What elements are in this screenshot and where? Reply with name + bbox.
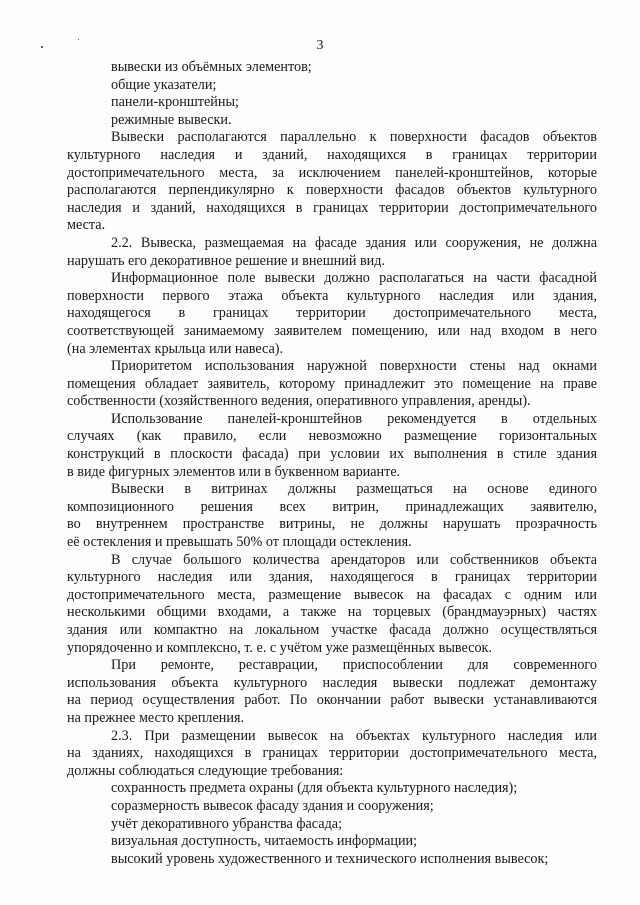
text-line: располагаются перпендикулярно к поверхности фасадов объектов культурного	[67, 182, 597, 199]
text-line: высокий уровень художественного и технического исполнения вывесок;	[111, 850, 549, 867]
text-line: сохранность предмета охраны (для объекта культурного наследия);	[111, 780, 518, 797]
text-line: на период осуществления работ. По окончании работ вывески устанавливаются	[67, 692, 597, 709]
text-line: вывески из объёмных элементов;	[111, 59, 312, 75]
text-line: её остекления и превышать 50% от площади остекления.	[67, 534, 412, 551]
text-line: случаях (как правило, если невозможно размещение горизонтальных	[67, 428, 597, 445]
text-line: культурного наследия и зданий, находящихся в границах территории	[67, 146, 597, 163]
text-line: должны соблюдаться следующие требования:	[67, 762, 344, 779]
text-line: помещения обладает заявитель, которому принадлежит это помещение на праве	[67, 375, 597, 392]
text-line: Приоритетом использования наружной поверхности стены над окнами	[111, 358, 597, 375]
text-line: композиционного решения всех витрин, принадлежащих заявителю,	[67, 498, 597, 515]
text-line: наследия и зданий, находящихся в границах территории достопримечательного	[67, 199, 597, 216]
text-line: поверхности первого этажа объекта культурного наследия или здания,	[67, 287, 597, 304]
text-line: конструкций в плоскости фасада) при условии их выполнения в стиле здания	[67, 446, 597, 463]
text-line: соответствующей занимаемому заявителем помещению, или над входом в него	[67, 322, 597, 339]
text-line: несколькими общими входами, а также на торцевых (брандмауэрных) частях	[67, 604, 597, 621]
text-line: учёт декоративного убранства фасада;	[111, 815, 343, 832]
text-line: (на элементах крыльца или навеса).	[67, 340, 284, 357]
text-line: 2.3. При размещении вывесок на объектах культурного наследия или	[111, 727, 597, 744]
page-number: 3	[316, 38, 324, 53]
text-line: использования объекта культурного наследия вывески подлежат демонтажу	[67, 674, 597, 691]
text-line: В случае большого количества арендаторов или собственников объекта	[111, 551, 597, 568]
text-line: Использование панелей-кронштейнов рекомендуется в отдельных	[111, 410, 597, 427]
text-line: соразмерность вывесок фасаду здания и сооружения;	[111, 797, 434, 814]
text-line: Вывески располагаются параллельно к поверхности фасадов объектов	[111, 129, 597, 146]
text-line: культурного наследия или здания, находящегося в границах территории	[67, 569, 597, 586]
document-body	[67, 59, 597, 868]
text-line: режимные вывески.	[111, 111, 232, 128]
text-line: нарушать его декоративное решение и внешний вид.	[67, 252, 386, 269]
text-line: здания или компактно на локальном участке фасада должно осуществляться	[67, 622, 597, 638]
text-line: во внутреннем пространстве витрины, не должны нарушать прозрачность	[67, 516, 597, 533]
text-line: визуальная доступность, читаемость информации;	[111, 833, 418, 850]
text-line: места.	[67, 217, 106, 234]
text-line: Информационное поле вывески должно располагаться на части фасадной	[111, 270, 597, 287]
text-line: в виде фигурных элементов или в буквенном варианте.	[67, 463, 401, 480]
text-line: общие указатели;	[111, 76, 217, 93]
text-line: на зданиях, находящихся в границах территории достопримечательного места,	[67, 745, 597, 762]
text-line: достопримечательного места, за исключением панелей-кронштейнов, которые	[67, 164, 597, 181]
text-line: панели-кронштейны;	[111, 94, 239, 111]
text-line: находящегося в границах территории достопримечательного места,	[67, 305, 597, 322]
text-line: на прежнее место крепления.	[67, 709, 245, 726]
text-line: собственности (хозяйственного ведения, оперативного управления, аренды).	[67, 393, 531, 410]
text-line: упорядоченно и комплексно, т. е. с учётом уже размещённых вывесок.	[67, 639, 492, 656]
text-line: При ремонте, реставрации, приспособлении для современного	[111, 657, 597, 674]
text-line: Вывески в витринах должны размещаться на основе единого	[111, 481, 597, 498]
text-line: 2.2. Вывеска, размещаемая на фасаде здания или сооружения, не должна	[111, 234, 597, 251]
text-line: достопримечательного места, размещение вывесок на фасадах с одним или	[67, 586, 597, 603]
